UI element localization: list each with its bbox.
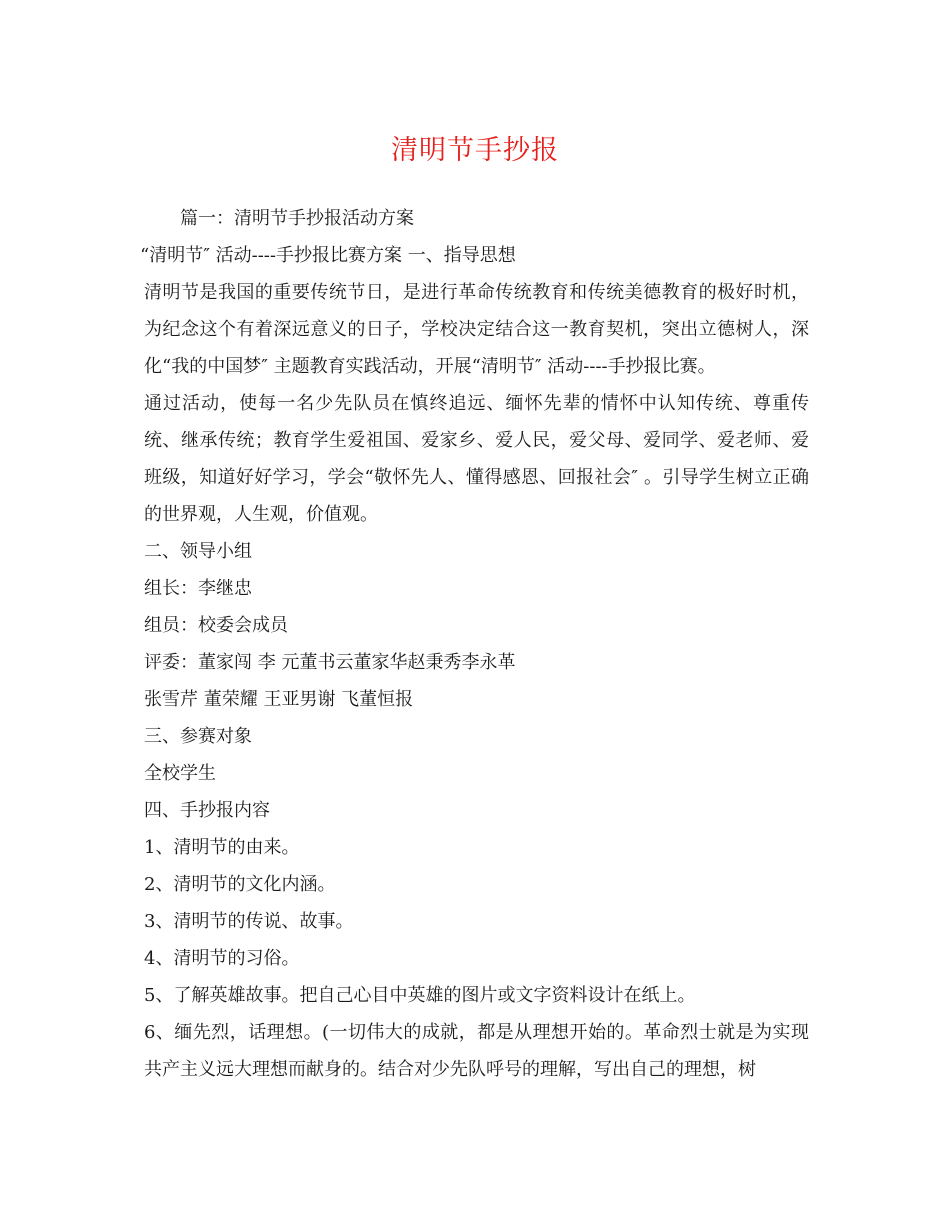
judges-line-1: 评委：董家闯 李 元董书云董家华赵秉秀李永革 <box>144 652 516 673</box>
heading-leadership-group: 二、领导小组 <box>144 541 252 562</box>
leader-line: 组长：李继忠 <box>144 578 252 599</box>
content-item-2: 2、清明节的文化内涵。 <box>144 874 336 895</box>
paragraph-purpose: 清明节是我国的重要传统节日，是进行革命传统教育和传统美德教育的极好时机，为纪念这个有着深远意义的日子，学校决定结合这一教育契机，突出立德树人，深化“我的中国梦″ 主题教育实践活动，开展“清明节″ 活动----手抄报比赛。 <box>144 282 809 377</box>
document-body <box>140 200 809 1088</box>
paragraph-goals: 通过活动，使每一名少先队员在慎终追远、缅怀先辈的情怀中认知传统、尊重传统、继承传统；教育学生爱祖国、爱家乡、爱人民，爱父母、爱同学、爱老师、爱班级，知道好好学习，学会“敬怀先人、懂得感恩、回报社会″ 。引导学生树立正确的世界观，人生观，价值观。 <box>144 393 809 525</box>
content-item-3: 3、清明节的传说、故事。 <box>144 911 354 932</box>
members-line: 组员：校委会成员 <box>144 615 288 636</box>
document-title: 清明节手抄报 <box>391 135 559 166</box>
section-heading-part1: 篇一：清明节手抄报活动方案 <box>180 208 414 229</box>
content-item-1: 1、清明节的由来。 <box>144 837 300 858</box>
judges-line-2: 张雪芹 董荣耀 王亚男谢 飞董恒报 <box>144 689 414 710</box>
content-item-5: 5、了解英雄故事。把自己心目中英雄的图片或文字资料设计在纸上。 <box>144 985 696 1006</box>
plan-title-line: “清明节″ 活动----手抄报比赛方案 一、指导思想 <box>140 245 516 266</box>
content-item-6: 6、缅先烈，话理想。(一切伟大的成就，都是从理想开始的。革命烈士就是为实现共产主义远大理想而献身的。结合对少先队呼号的理解，写出自己的理想，树 <box>144 1022 809 1080</box>
heading-participants: 三、参赛对象 <box>144 726 252 747</box>
content-item-4: 4、清明节的习俗。 <box>144 948 300 969</box>
participants-line: 全校学生 <box>144 763 216 784</box>
heading-content: 四、手抄报内容 <box>144 800 270 821</box>
